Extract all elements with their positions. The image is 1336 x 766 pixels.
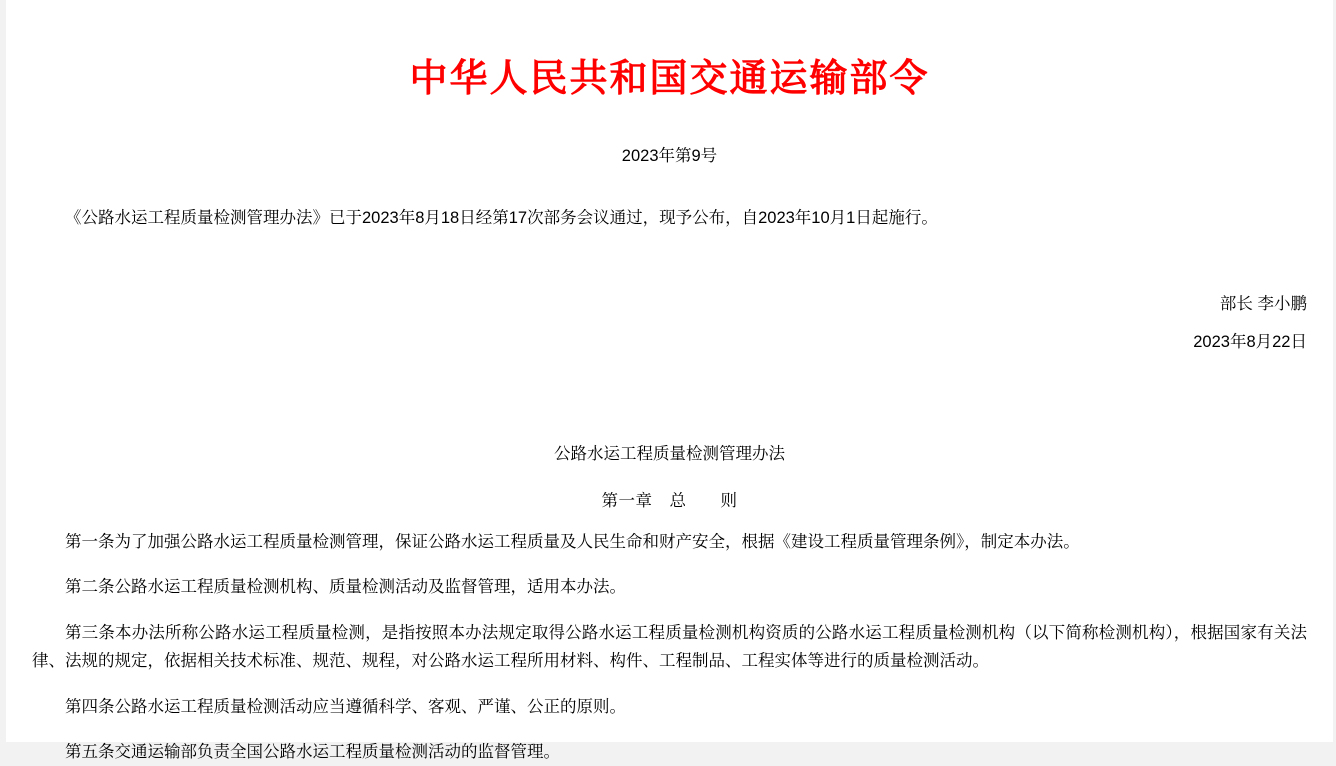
promulgation-paragraph: 《公路水运工程质量检测管理办法》已于2023年8月18日经第17次部务会议通过，现予公布，自2023年10月1日起施行。 bbox=[65, 209, 938, 227]
page-title: 中华人民共和国交通运输部令 bbox=[409, 58, 930, 100]
order-number: 2023年第9号 bbox=[621, 147, 718, 165]
signature-block bbox=[32, 290, 1307, 352]
article-paragraph: 第一条为了加强公路水运工程质量检测管理，保证公路水运工程质量及人民生命和财产安全，根据《建设工程质量管理条例》，制定本办法。 bbox=[65, 533, 1080, 552]
article-paragraph: 第五条交通运输部负责全国公路水运工程质量检测活动的监督管理。 bbox=[65, 742, 560, 761]
article-paragraph: 第四条公路水运工程质量检测活动应当遵循科学、客观、严谨、公正的原则。 bbox=[65, 697, 626, 716]
minister-signature: 部长 李小鹏 bbox=[1219, 295, 1307, 314]
article-paragraph: 第三条本办法所称公路水运工程质量检测，是指按照本办法规定取得公路水运工程质量检测机构资质的公路水运工程质量检测机构（以下简称检测机构），根据国家有关法律、法规的规定，依据相关技术标准、规范、规程，对公路水运工程所用材料、构件、工程制品、工程实体等进行的质量检测活动。 bbox=[32, 623, 1307, 671]
chapter-title: 第一章 总 则 bbox=[601, 492, 738, 511]
regulation-title: 公路水运工程质量检测管理办法 bbox=[554, 445, 785, 464]
document-body bbox=[6, 0, 1333, 761]
signature-date: 2023年8月22日 bbox=[1193, 333, 1307, 352]
article-paragraph: 第二条公路水运工程质量检测机构、质量检测活动及监督管理，适用本办法。 bbox=[65, 578, 626, 597]
